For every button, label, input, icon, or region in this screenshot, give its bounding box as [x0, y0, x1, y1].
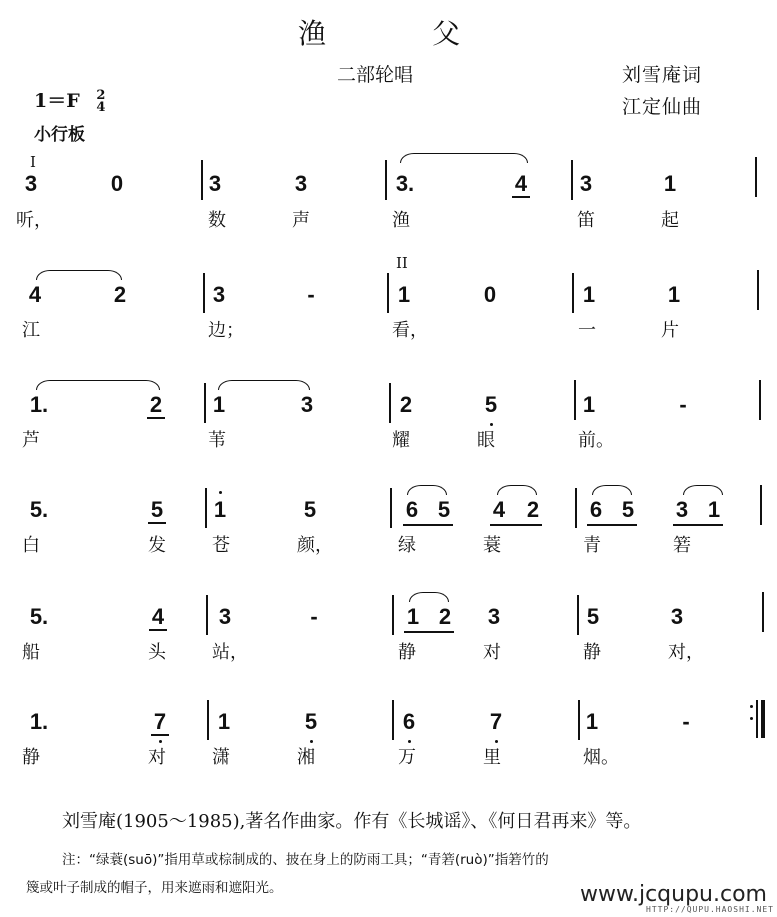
note: 1: [406, 604, 420, 629]
lyric: 耀: [392, 430, 410, 451]
note: 4: [149, 605, 167, 631]
slur: [409, 592, 449, 602]
lyric: 头: [148, 642, 166, 663]
note: 3: [670, 604, 684, 629]
lyric: 前。: [578, 430, 614, 451]
note: 0: [110, 171, 124, 196]
lyric: 芦: [22, 430, 40, 451]
note: 3: [212, 282, 226, 307]
note: 4: [512, 172, 530, 198]
note: 3: [24, 171, 38, 196]
lyric: 笛: [577, 210, 595, 231]
note-low-octave: 7: [487, 710, 505, 734]
lyric: 白: [22, 535, 40, 556]
key-signature: [34, 86, 105, 114]
barline: [389, 383, 391, 423]
part-marker-1: I: [30, 153, 36, 171]
note: 1: [582, 282, 596, 307]
note: 5: [148, 498, 166, 524]
lyricist: 刘雪庵词: [622, 64, 703, 86]
lyric: 苇: [208, 430, 226, 451]
lyric: 一: [578, 320, 596, 341]
beam-group: [404, 605, 454, 633]
note: 3: [300, 392, 314, 417]
end-repeat-thick-bar: [761, 700, 765, 738]
barline: [571, 160, 573, 200]
tempo-marking: 小行板: [34, 125, 85, 145]
annotation-line-1: 注：“绿蓑(suō)”指用草或棕制成的、披在身上的防雨工具；“青箬(ruò)”指箬竹的: [62, 852, 549, 868]
lyric: 静: [22, 747, 40, 768]
note: 1: [585, 709, 599, 734]
barline: [390, 488, 392, 528]
note: -: [310, 604, 318, 629]
note: 5.: [29, 497, 49, 522]
slur: [683, 485, 723, 495]
lyric: 船: [22, 642, 40, 663]
lyric: 苍: [212, 535, 230, 556]
note: 1: [663, 171, 677, 196]
note: 5: [303, 497, 317, 522]
beam-group: [673, 498, 723, 526]
barline: [757, 270, 759, 310]
lyric: 颜，: [297, 535, 333, 556]
barline: [206, 595, 208, 635]
composer: 江定仙曲: [622, 96, 703, 118]
end-repeat-thin-bar: [756, 700, 758, 738]
lyric: 绿: [398, 535, 416, 556]
note: 5: [586, 604, 600, 629]
note: 4: [28, 282, 42, 307]
part-marker-2: II: [396, 254, 408, 272]
note: 4: [492, 497, 506, 522]
lyric: 边；: [208, 320, 244, 341]
barline: [572, 273, 574, 313]
time-signature: [96, 90, 105, 114]
barline: [759, 380, 761, 420]
barline: [207, 700, 209, 740]
lyric: 渔: [392, 210, 410, 231]
annotation-line-2: 篾或叶子制成的帽子，用来遮雨和遮阳光。: [26, 880, 283, 896]
lyric: 江: [22, 320, 40, 341]
note: 1: [667, 282, 681, 307]
lyric: 对，: [668, 642, 704, 663]
note: 6: [405, 497, 419, 522]
lyric: 里: [483, 747, 501, 768]
note: 2: [438, 604, 452, 629]
barline: [204, 383, 206, 423]
lyric: 站，: [212, 642, 248, 663]
barline: [392, 595, 394, 635]
lyric: 发: [148, 535, 166, 556]
barline: [755, 157, 757, 197]
slur: [218, 380, 310, 390]
watermark-small: HTTP://QUPU.HAOSHI.NET: [646, 905, 774, 914]
barline: [392, 700, 394, 740]
lyric: 听，: [16, 210, 52, 231]
slur: [407, 485, 447, 495]
barline: [201, 160, 203, 200]
barline: [203, 273, 205, 313]
lyric: 烟。: [583, 747, 619, 768]
lyric: 青: [583, 535, 601, 556]
lyric: 湘: [297, 747, 315, 768]
lyric: 静: [398, 642, 416, 663]
note: 5.: [29, 604, 49, 629]
note: 3: [294, 171, 308, 196]
lyric: 蓑: [483, 535, 501, 556]
lyric: 声: [292, 210, 310, 231]
lyric: 静: [583, 642, 601, 663]
lyric: 潇: [212, 747, 230, 768]
repeat-dot: [750, 717, 753, 720]
barline: [574, 380, 576, 420]
note: 5: [621, 497, 635, 522]
note: -: [679, 392, 687, 417]
note: 2: [526, 497, 540, 522]
lyric: 看，: [392, 320, 428, 341]
slur: [36, 270, 122, 280]
note: 1.: [29, 709, 49, 734]
note: 1.: [29, 392, 49, 417]
note-low-octave: 5: [302, 710, 320, 734]
note: 5: [437, 497, 451, 522]
slur: [400, 153, 528, 163]
note: 3: [675, 497, 689, 522]
barline: [205, 488, 207, 528]
lyric: 起: [661, 210, 679, 231]
note: 6: [589, 497, 603, 522]
barline: [760, 485, 762, 525]
beam-group: [403, 498, 453, 526]
lyric: 眼: [477, 430, 495, 451]
note: 3.: [395, 171, 415, 196]
note: 3: [218, 604, 232, 629]
subtitle: 二部轮唱: [337, 64, 414, 86]
note-high-octave: 1: [211, 498, 229, 522]
title-char-2: 父: [432, 17, 461, 50]
note-low-octave: 5: [482, 393, 500, 417]
repeat-dot: [750, 705, 753, 708]
note: 3: [487, 604, 501, 629]
lyric: 对: [483, 642, 501, 663]
barline: [385, 160, 387, 200]
title-char-1: 渔: [298, 17, 327, 50]
slur: [497, 485, 537, 495]
note: 2: [113, 282, 127, 307]
note: 0: [483, 282, 497, 307]
note: 1: [217, 709, 231, 734]
beam-group: [587, 498, 637, 526]
slur: [36, 380, 160, 390]
note: 3: [579, 171, 593, 196]
note: 3: [208, 171, 222, 196]
note: 1: [212, 392, 226, 417]
lyric: 数: [208, 210, 226, 231]
lyric: 箬: [673, 535, 691, 556]
barline: [387, 273, 389, 313]
barline: [762, 592, 764, 632]
note: 1: [582, 392, 596, 417]
lyric: 片: [661, 320, 679, 341]
lyric: 对: [148, 747, 166, 768]
note-low-octave: 7: [151, 710, 169, 736]
barline: [577, 595, 579, 635]
key-label: 1＝F: [34, 90, 80, 112]
watermark: www.jcqupu.com: [580, 882, 767, 907]
time-sig-top: 2: [96, 88, 106, 103]
barline: [578, 700, 580, 740]
beam-group: [490, 498, 542, 526]
note: -: [682, 709, 690, 734]
note: 2: [399, 392, 413, 417]
lyric: 万: [398, 747, 416, 768]
composer-bio: 刘雪庵(1905～1985),著名作曲家。作有《长城谣》、《何日君再来》等。: [62, 811, 642, 832]
note: 2: [147, 393, 165, 419]
note-low-octave: 6: [400, 710, 418, 734]
note: 1: [397, 282, 411, 307]
note: 1: [707, 497, 721, 522]
time-sig-bottom: 4: [96, 100, 106, 115]
barline: [575, 488, 577, 528]
slur: [592, 485, 632, 495]
note: -: [307, 282, 315, 307]
